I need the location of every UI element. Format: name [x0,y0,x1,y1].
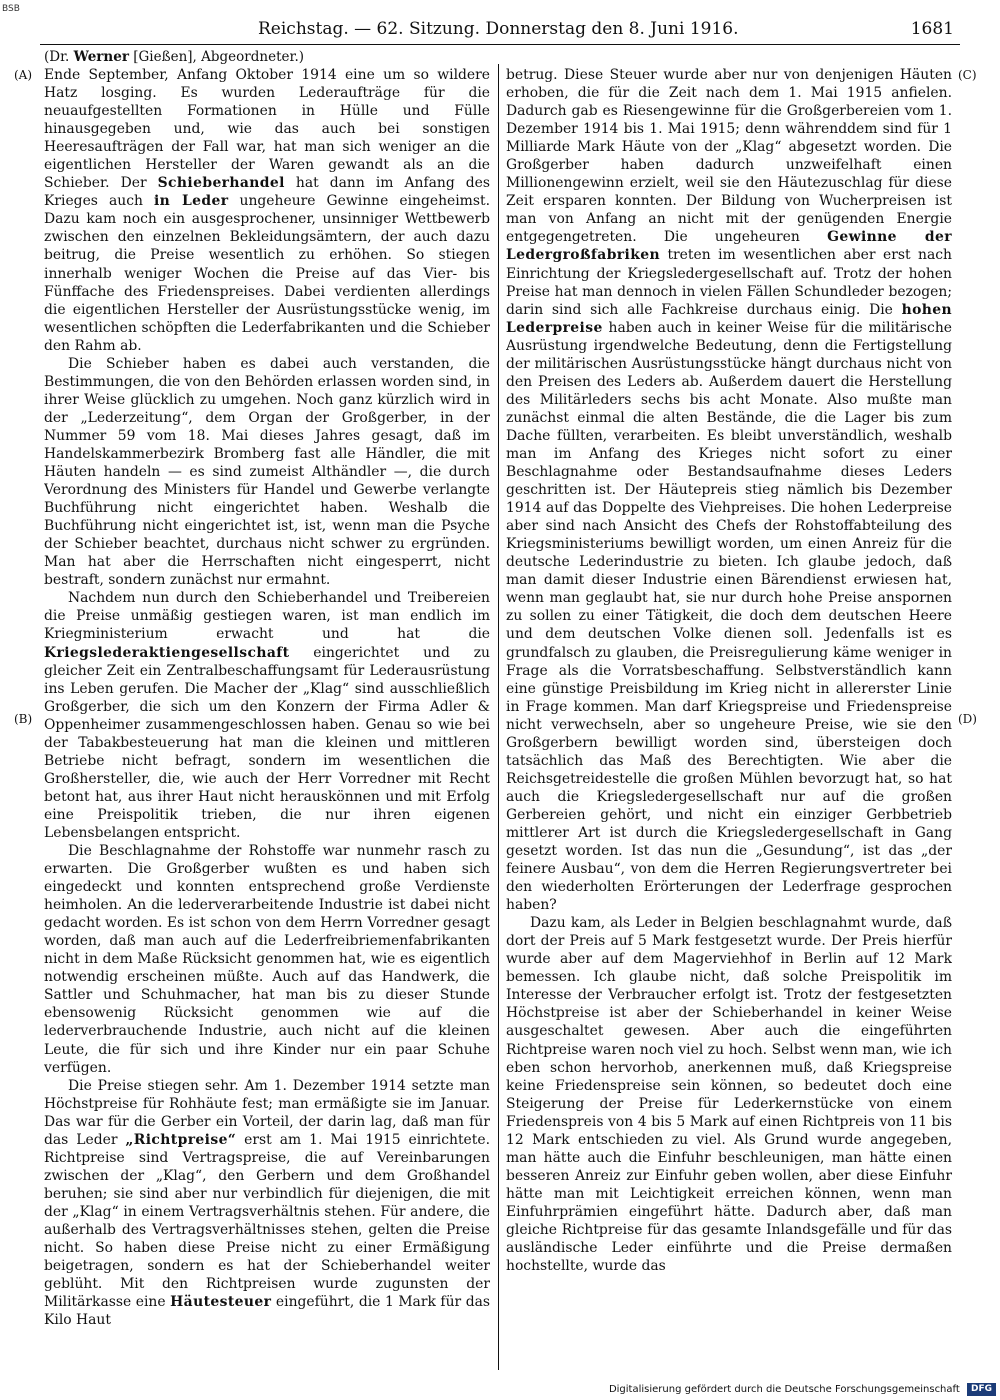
paragraph: Nachdem nun durch den Schieberhandel und Treibereien die Preise unmäßig gestiegen waren, ist man endlich im Kriegministerium erwacht und hat die Kriegslederaktiengesellschaft eingerichtet und zu gleicher Zeit ein Zentralbeschaffungsamt für Lederausrüstung ins Leben gerufen. Die Macher der „Klag“ sind ausschließlich Großgerber, die sich um den Konzern der Firma Adler & Oppenheimer zusammengeschlossen haben. Genau so wie bei der Tabakbesteuerung hat man die kleinen und mittleren Betriebe nicht befragt, sondern im wesentlichen die Großhersteller, die, wie auch der Herr Vorredner mit Recht betont hat, aus ihrer Haut nicht herauskönnen und mit Erfolg eine Preispolitik trieben, die nur ihren eigenen Lebensbelangen entspricht. [44,590,490,841]
header-rule [40,44,960,45]
paragraph: Die Preise stiegen sehr. Am 1. Dezember 1914 setzte man Höchstpreise für Rohhäute fest; man ermäßigte sie im Januar. Das war für die Gerber ein Vorteil, der darin lag, daß man für das Leder „Richtpreise“ erst am 1. Mai 1915 einrichtete. Richtpreise sind Vertragspreise, die auf Vereinbarungen zwischen der „Klag“, den Gerbern und dem Großhandel beruhen; sie sind aber nur verbindlich für diejenigen, die mit der „Klag“ in einem Vertragsverhältnis stehen. Für andere, die außerhalb des Vertragsverhältnisses stehen, gelten die Preise nicht. So haben diese Preise nicht zu einer Ermäßigung beigetragen, sondern es hat der Schieberhandel weiter geblüht. Mit den Richtpreisen wurde zugunsten der Militärkasse eine Häutesteuer eingeführt, die 1 Mark für das Kilo Haut [44,1077,490,1329]
footer-credit [600,1382,996,1398]
emphasis: Kriegslederaktiengesellschaft [44,644,290,661]
speaker-prefix: (Dr. [44,49,74,65]
footer-text: Digitalisierung gefördert durch die Deutsche Forschungsgemeinschaft [608,1384,960,1395]
emphasis: Häutesteuer [170,1294,272,1311]
library-stamp: BSB [2,4,20,14]
emphasis: in Leder [153,193,229,210]
paragraph: Die Schieber haben es dabei auch verstanden, die Bestimmungen, die von den Behörden erlassen worden sind, in ihrer Weise glücklich zu umgehen. Noch ganz kürzlich wird in der „Lederzeitung“, dem Organ der Großgerber, in der Nummer 59 vom 18. Mai dieses Jahres gesagt, daß im Handelskammerbezirk Bromberg fast alle Händler, die mit Häuten handeln — es sind zumeist Althändler —, die durch Verordnung des Ministers für Handel und Gewerbe verlangte Buchführung nicht eingerichtet haben. Weshalb die Buchführung nicht eingerichtet ist, ist, wenn man die Psyche der Schieber beachtet, durchaus nicht schwer zu ergründen. Man hat aber die Herrschaften nicht eingesperrt, nicht bestraft, sondern zunächst nur ermahnt. [44,355,490,589]
margin-marker-a: (A) [14,68,33,82]
emphasis: Gewinne der Ledergroßfabriken [506,229,952,264]
emphasis: Schieberhandel [157,175,285,192]
margin-marker-c: (C) [958,68,977,82]
emphasis: hohen Lederpreise [506,301,952,336]
margin-marker-b: (B) [14,712,33,726]
paragraph: Die Beschlagnahme der Rohstoffe war nunmehr rasch zu erwarten. Die Großgerber wußten es und haben sich eingedeckt und konnten entsprechend große Verdienste heimholen. An die lederverarbeitende Industrie ist dabei nicht gedacht worden. Es ist schon von dem Herrn Vorredner gesagt worden, daß man auch auf die Lederfreibriemenfabrikanten nicht in dem Maße Rücksicht genommen hat, wie es eigentlich notwendig erscheinen müßte. Auch auf das Handwerk, die Sattler und Schuhmacher, hat man bis zu dieser Stunde ebensowenig Rücksicht genommen wie auf die lederverbrauchende Industrie, auch nicht auf die kleinen Leute, die für sich und ihre Kinder nur ein paar Schuhe verfügen. [44,843,490,1076]
right-column [506,66,952,1370]
column-divider [498,64,499,1370]
speaker-suffix: [Gießen], Abgeordneter.) [128,49,305,65]
dfg-logo: DFG [967,1383,996,1396]
paragraph: Ende September, Anfang Oktober 1914 eine um so wildere Hatz losging. Es wurden Lederaufträge für die neuaufgestellten Formationen in Hülle und Fülle hinausgegeben und, wie das auch bei sonstigen Heeresaufträgen der Fall war, hat man sich weniger an die eigentlichen Hersteller der Waren gewandt als an die Schieber. Der Schieberhandel hat dann im Anfang des Krieges auch in Leder ungeheure Gewinne eingeheimst. Dazu kam noch ein ausgesprochener, unsinniger Wettbewerb zwischen den einzelnen Bekleidungsämtern, der auch dazu beitrug, die Preise wesentlich zu erhöhen. So stiegen innerhalb weniger Wochen die Preise auf das Vier- bis Fünffache des Friedenspreises. Dabei verdienten allerdings die eigentlichen Hersteller der Ausrüstungsstücke wenig, im wesentlichen schöpften die Lederfabrikanten und die Schieber den Rahm ab. [44,67,490,354]
speaker-line [44,48,304,66]
speaker-name: Werner [73,49,129,65]
running-title: Reichstag. — 62. Sitzung. Donnerstag den 8. Juni 1916. [258,19,739,39]
page-header [40,14,960,44]
emphasis: „Richtpreise“ [125,1131,237,1148]
paragraph: Dazu kam, als Leder in Belgien beschlagnahmt wurde, daß dort der Preis auf 5 Mark festgesetzt wurde. Der Preis hierfür wurde aber auf dem Magerviehhof in Berlin auf 12 Mark bemessen. Ich glaube nicht, daß solche Preispolitik im Interesse der Verbraucher erfolgt ist. Trotz der festgesetzten Höchstpreise ist aber der Schieberhandel in keiner Weise ausgeschaltet gewesen. Aber auch die eingeführten Richtpreise waren noch viel zu hoch. Selbst wenn man, wie ich eben schon hervorhob, anerkennen muß, daß Kriegspreise keine Friedenspreise sein können, so bedeutet doch eine Steigerung der Preise für Lederkernstücke von einem Friedenspreis von 4 bis 5 Mark auf einen Richtpreis von 11 bis 12 Mark entschieden zu viel. Als Grund wurde angegeben, man hätte auch die Einfuhr beschleunigen, man hätte einen besseren Anreiz zur Einfuhr geben wollen, aber diese Einfuhr hätte man mit Leichtigkeit erreichen können, wenn man Einfuhrprämien eingeführt hätte. Dadurch aber, daß man gleiche Richtpreise für das gesamte Inlandsgefälle und für das ausländische Leder einführte und die Preise dermaßen hochstellte, wurde das [506,915,952,1275]
paragraph: betrug. Diese Steuer wurde aber nur von denjenigen Häuten erhoben, die für die Zeit nach dem 1. Mai 1915 anfielen. Dadurch gab es Riesengewinne für die Großgerbereien vom 1. Dezember 1914 bis 1. Mai 1915; denn währenddem sind für 1 Milliarde Mark Häute von der „Klag“ abgesetzt worden. Die Großgerber haben dadurch unzweifelhaft einen Millionengewinn erzielt, weil sie den Häutezuschlag für diese Zeit ersparen konnten. Der Bildung von Wucherpreisen ist man von Anfang an nicht mit der genügenden Energie entgegengetreten. Die ungeheuren Gewinne der Ledergroßfabriken treten im wesentlichen aber erst nach Einrichtung der Kriegsledergesellschaft auf. Trotz der hohen Preise hat man dennoch in vielen Fällen Schundleder bezogen; darin sind sich alle Fachkreise durchaus einig. Die hohen Lederpreise haben auch in keiner Weise für die militärische Ausrüstung irgendwelche Bedeutung, denn die Fertigstellung der militärischen Ausrüstungsstücke hängt durchaus nicht von den Preisen des Leders ab. Außerdem dauert die Herstellung des Militärleders sechs bis acht Monate. Also mußte man zunächst einmal die alten Bestände, die die Lager bis zum Dache füllten, verarbeiten. Es bleibt unverständlich, weshalb man im Anfang des Krieges nicht sofort zu einer Beschlagnahme oder Bestandsaufnahme dieses Leders geschritten ist. Der Häutepreis stieg nämlich bis Dezember 1914 auf das Doppelte des Viehpreises. Die hohen Lederpreise aber sind nach Ansicht des Chefs der Rohstoffabteilung des Kriegsministeriums bewilligt worden, um einen Anreiz für die deutsche Lederindustrie zu bieten. Ich glaube jedoch, daß man damit dieser Industrie einen Bärendienst erwiesen hat, wenn man geglaubt hat, sie nur durch hohe Preise anspornen zu sollen zu einer Tätigkeit, die doch dem deutschen Heere und dem deutschen Volke dienen soll. Jedenfalls ist es grundfalsch zu glauben, die Preisregulierung käme weniger in Frage als die Vorratsbeschaffung. Selbstverständlich kann eine günstige Preisbildung im Krieg nicht in allererster Linie in Frage kommen. Man darf Kriegspreise und Friedenspreise nicht verwechseln, aber so ungeheure Preise, wie sie den Großgerbern bewilligt worden sind, übersteigen doch tatsächlich das Maß des Berechtigten. Wie aber die Reichsgetreidestelle die großen Mühlen bevorzugt hat, so hat auch die Kriegsledergesellschaft nur auf die großen Gerbereien gehört, und nicht ein einziger Gerbbetrieb mittlerer Art ist durch die Kriegsledergesellschaft in Gang gesetzt worden. Ist das nun die „Gesundung“, ist das „der feinere Ausbau“, von dem die Herren Regierungsvertreter bei den wiederholten Erörterungen der Lederfrage gesprochen haben? [506,67,952,914]
margin-marker-d: (D) [958,712,977,726]
left-column [44,66,490,1370]
page-number: 1681 [910,19,954,39]
